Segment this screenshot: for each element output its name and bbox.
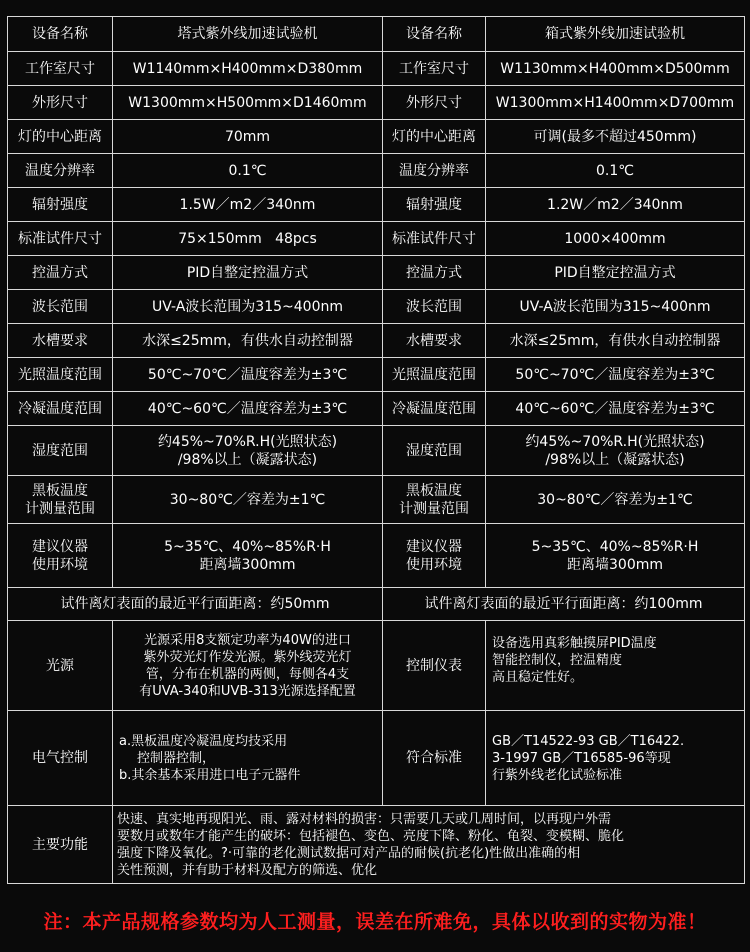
environment-box-label-line-1: 建议仪器 xyxy=(406,538,462,555)
row-label: 标准试件尺寸 xyxy=(8,222,113,256)
tower-value: 70mm xyxy=(113,120,383,154)
blackboard-box: 30~80℃／容差为±1℃ xyxy=(486,476,745,524)
blackboard-label xyxy=(8,476,113,524)
box-label: 控温方式 xyxy=(383,256,486,290)
standard-line: GB／T14522-93 GB／T16422. xyxy=(492,733,685,749)
header-row xyxy=(8,17,745,52)
light-source-line: 管，分布在机器的两侧，每侧各4支 xyxy=(145,666,350,682)
environment-box-line-2: 距离墙300mm xyxy=(567,556,663,573)
tower-value: 0.1℃ xyxy=(113,154,383,188)
box-value: W1300mm×H1400mm×D700mm xyxy=(486,86,745,120)
light-source-label: 光源 xyxy=(8,621,113,711)
blackboard-box-label-line-2: 计测量范围 xyxy=(399,500,469,517)
box-value: 1.2W／m2／340nm xyxy=(486,188,745,222)
meter-label: 控制仪表 xyxy=(383,621,486,711)
humidity-tower xyxy=(113,426,383,476)
standard-line: 3-1997 GB／T16585-96等现 xyxy=(492,750,671,766)
spec-row xyxy=(8,256,745,290)
environment-box-label-line-2: 使用环境 xyxy=(406,556,462,573)
blackboard-row xyxy=(8,476,745,524)
electrical-line: a.黑板温度冷凝温度均技采用 xyxy=(119,733,288,749)
light-source-text xyxy=(113,621,383,711)
environment-box-line-1: 5~35℃、40%~85%R·H xyxy=(531,538,699,555)
tower-value: W1140mm×H400mm×D380mm xyxy=(113,52,383,86)
humidity-box xyxy=(486,426,745,476)
box-label: 标准试件尺寸 xyxy=(383,222,486,256)
meter-line: 设备选用真彩触摸屏PID温度 xyxy=(492,636,657,651)
tower-value: W1300mm×H500mm×D1460mm xyxy=(113,86,383,120)
box-label: 辐射强度 xyxy=(383,188,486,222)
row-label: 温度分辨率 xyxy=(8,154,113,188)
distance-row xyxy=(8,588,745,621)
header-box: 箱式紫外线加速试验机 xyxy=(486,17,745,52)
blackboard-box-label-line-1: 黑板温度 xyxy=(406,482,462,499)
row-label: 辐射强度 xyxy=(8,188,113,222)
blackboard-box-label xyxy=(383,476,486,524)
tower-value: 水深≤25mm，有供水自动控制器 xyxy=(113,324,383,358)
standard-text xyxy=(486,711,745,806)
distance-box: 试件离灯表面的最近平行面距离：约100mm xyxy=(383,588,745,621)
meter-text xyxy=(486,621,745,711)
box-label: 冷凝温度范围 xyxy=(383,392,486,426)
box-value: 水深≤25mm，有供水自动控制器 xyxy=(486,324,745,358)
humidity-box-label: 湿度范围 xyxy=(383,426,486,476)
distance-tower: 试件离灯表面的最近平行面距离：约50mm xyxy=(8,588,383,621)
tower-value: 75×150mm 48pcs xyxy=(113,222,383,256)
row-label: 光照温度范围 xyxy=(8,358,113,392)
box-value: PID自整定控温方式 xyxy=(486,256,745,290)
environment-box xyxy=(486,524,745,588)
row-label: 灯的中心距离 xyxy=(8,120,113,154)
box-value: UV-A波长范围为315~400nm xyxy=(486,290,745,324)
light-source-line: 紫外荧光灯作发光源。紫外线荧光灯 xyxy=(143,649,352,665)
box-label: 工作室尺寸 xyxy=(383,52,486,86)
tower-value: 1.5W／m2／340nm xyxy=(113,188,383,222)
standard-label: 符合标准 xyxy=(383,711,486,806)
header-box-label: 设备名称 xyxy=(383,17,486,52)
box-value: W1130mm×H400mm×D500mm xyxy=(486,52,745,86)
functions-text xyxy=(113,806,745,884)
box-value: 1000×400mm xyxy=(486,222,745,256)
box-label: 外形尺寸 xyxy=(383,86,486,120)
disclaimer-note: 注：本产品规格参数均为人工测量，误差在所难免，具体以收到的实物为准！ xyxy=(43,911,707,933)
spec-row xyxy=(8,222,745,256)
spec-row xyxy=(8,188,745,222)
electrical-row xyxy=(8,711,745,806)
spec-row xyxy=(8,324,745,358)
electrical-label: 电气控制 xyxy=(8,711,113,806)
electrical-line: 控制器控制， xyxy=(137,750,216,766)
environment-row xyxy=(8,524,745,588)
row-label: 冷凝温度范围 xyxy=(8,392,113,426)
meter-line: 智能控制仪，控温精度 xyxy=(492,653,623,668)
tower-value: 50℃~70℃／温度容差为±3℃ xyxy=(113,358,383,392)
spec-table xyxy=(7,16,745,884)
humidity-row xyxy=(8,426,745,476)
electrical-line: b.其余基本采用进口电子元器件 xyxy=(119,767,301,783)
box-value: 40℃~60℃／温度容差为±3℃ xyxy=(486,392,745,426)
spec-row xyxy=(8,154,745,188)
environment-box-label xyxy=(383,524,486,588)
humidity-tower-line-2: /98%以上（凝露状态) xyxy=(177,451,318,468)
spec-row xyxy=(8,120,745,154)
spec-row xyxy=(8,86,745,120)
standard-line: 行紫外线老化试验标准 xyxy=(492,767,623,783)
row-label: 工作室尺寸 xyxy=(8,52,113,86)
tower-value: 40℃~60℃／温度容差为±3℃ xyxy=(113,392,383,426)
environment-tower-line-1: 5~35℃、40%~85%R·H xyxy=(164,538,331,555)
humidity-tower-line-1: 约45%~70%R.H(光照状态) xyxy=(157,433,338,450)
box-value: 0.1℃ xyxy=(486,154,745,188)
functions-line: 关性预测，并有助于材料及配方的筛选、优化 xyxy=(117,862,378,878)
box-label: 光照温度范围 xyxy=(383,358,486,392)
box-label: 灯的中心距离 xyxy=(383,120,486,154)
blackboard-tower: 30~80℃／容差为±1℃ xyxy=(113,476,383,524)
light-source-line: 有UVA-340和UVB-313光源选择配置 xyxy=(139,683,356,699)
tower-value: PID自整定控温方式 xyxy=(113,256,383,290)
humidity-box-line-1: 约45%~70%R.H(光照状态) xyxy=(525,433,705,450)
environment-label-line-2: 使用环境 xyxy=(32,556,88,573)
spec-row xyxy=(8,358,745,392)
environment-tower xyxy=(113,524,383,588)
humidity-box-line-2: /98%以上（凝露状态) xyxy=(545,451,685,468)
box-value: 可调(最多不超过450mm) xyxy=(486,120,745,154)
functions-line: 要数月或数年才能产生的破坏：包括褪色、变色、亮度下降、粉化、龟裂、变模糊、脆化 xyxy=(117,828,625,844)
meter-line: 高且稳定性好。 xyxy=(492,670,584,685)
spec-row xyxy=(8,392,745,426)
humidity-label: 湿度范围 xyxy=(8,426,113,476)
box-value: 50℃~70℃／温度容差为±3℃ xyxy=(486,358,745,392)
functions-row xyxy=(8,806,745,884)
electrical-text xyxy=(113,711,383,806)
tower-value: UV-A波长范围为315~400nm xyxy=(113,290,383,324)
spec-row xyxy=(8,52,745,86)
light-source-line: 光源采用8支额定功率为40W的进口 xyxy=(144,632,351,648)
row-label: 外形尺寸 xyxy=(8,86,113,120)
light-source-row xyxy=(8,621,745,711)
environment-label xyxy=(8,524,113,588)
box-label: 水槽要求 xyxy=(383,324,486,358)
functions-line: 强度下降及氧化。?·可靠的老化测试数据可对产品的耐候(抗老化)性做出准确的相 xyxy=(117,845,581,861)
blackboard-label-line-2: 计测量范围 xyxy=(25,500,95,517)
environment-label-line-1: 建议仪器 xyxy=(32,538,88,555)
header-tower: 塔式紫外线加速试验机 xyxy=(113,17,383,52)
box-label: 温度分辨率 xyxy=(383,154,486,188)
row-label: 水槽要求 xyxy=(8,324,113,358)
blackboard-label-line-1: 黑板温度 xyxy=(32,482,88,499)
row-label: 波长范围 xyxy=(8,290,113,324)
functions-line: 快速、真实地再现阳光、雨、露对材料的损害：只需要几天或几周时间，以再现户外需 xyxy=(117,811,612,827)
box-label: 波长范围 xyxy=(383,290,486,324)
header-label: 设备名称 xyxy=(8,17,113,52)
row-label: 控温方式 xyxy=(8,256,113,290)
environment-tower-line-2: 距离墙300mm xyxy=(199,556,296,573)
spec-row xyxy=(8,290,745,324)
functions-label: 主要功能 xyxy=(8,806,113,884)
